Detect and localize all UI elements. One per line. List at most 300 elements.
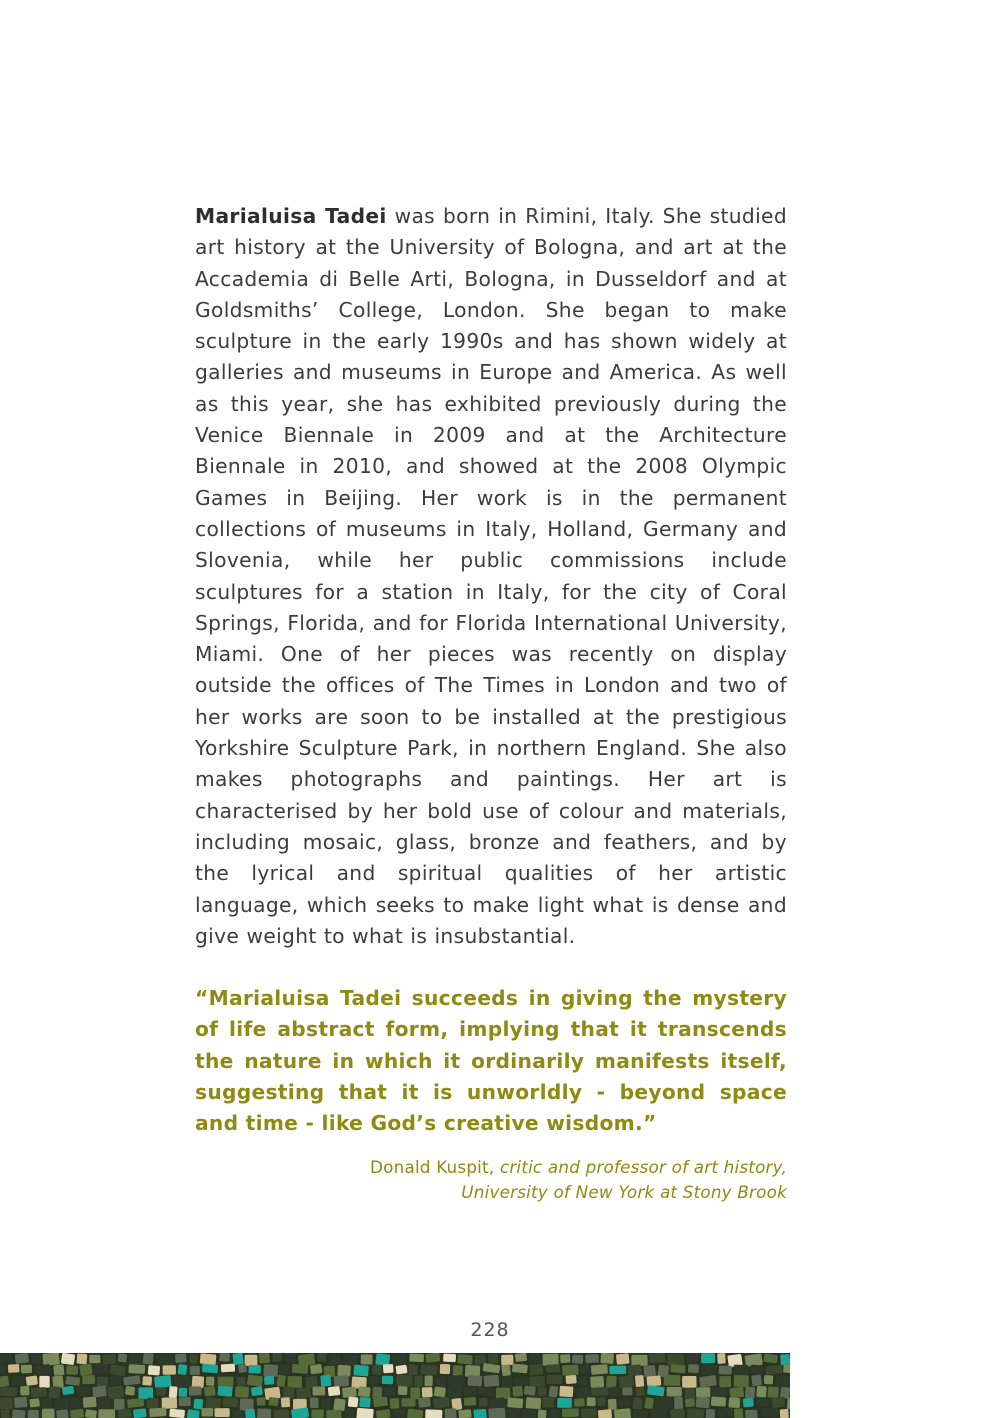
mosaic-tile	[251, 1386, 263, 1396]
mosaic-tile	[728, 1397, 740, 1408]
mosaic-tile	[608, 1399, 617, 1410]
mosaic-tile	[53, 1364, 64, 1376]
mosaic-tile	[633, 1397, 643, 1410]
mosaic-tile	[236, 1376, 245, 1387]
mosaic-tile	[344, 1408, 354, 1418]
mosaic-tile	[71, 1397, 80, 1409]
mosaic-tile	[326, 1410, 341, 1418]
mosaic-tile	[670, 1364, 686, 1374]
mosaic-tile	[717, 1353, 726, 1364]
mosaic-tile	[384, 1387, 395, 1396]
mosaic-tile	[488, 1408, 505, 1418]
mosaic-tile	[542, 1397, 554, 1407]
mosaic-tile	[448, 1386, 462, 1398]
mosaic-tile	[148, 1365, 160, 1375]
mosaic-tile	[133, 1408, 147, 1418]
mosaic-tile	[26, 1375, 38, 1385]
mosaic-tile	[562, 1365, 579, 1376]
mosaic-tile	[424, 1375, 432, 1386]
mosaic-tile	[283, 1353, 296, 1363]
mosaic-tile	[457, 1354, 472, 1365]
mosaic-tile	[256, 1397, 265, 1406]
mosaic-tile	[479, 1398, 488, 1407]
mosaic-tile	[434, 1386, 446, 1397]
mosaic-tile	[89, 1355, 100, 1363]
mosaic-tile	[169, 1409, 185, 1418]
mosaic-tile	[310, 1364, 323, 1375]
mosaic-tile	[66, 1365, 78, 1375]
mosaic-tile	[232, 1410, 243, 1418]
mosaic-tile	[682, 1376, 697, 1388]
mosaic-tile	[529, 1376, 545, 1387]
mosaic-tile	[206, 1377, 214, 1386]
mosaic-tile	[433, 1397, 450, 1409]
mosaic-tile	[328, 1354, 340, 1365]
mosaic-tile	[699, 1375, 717, 1388]
mosaic-tile	[706, 1409, 716, 1418]
biography-text: was born in Rimini, Italy. She studied art history at the University of Bologna, and art at the Accademia di Belle Arti, Bologna, in Dusseldorf and at Goldsmiths’ College, London. She began to make sculpture in the early 1990s and has shown widely at galleries and museums in Europe and America. As well as this year, she has exhibited previously during the Venice Biennale in 2009 and at the Architecture Biennale in 2010, and showed at the 2008 Olympic Games in Beijing. Her work is in the permanent collections of museums in Italy, Holland, Germany and Slovenia, while her public commissions include sculptures for a station in Italy, for the city of Coral Springs, Florida, and for Florida International University, Miami. One of her pieces was recently on display outside the offices of The Times in London and two of her works are soon to be installed at the prestigious Yorkshire Sculpture Park, in northern England. She also makes photographs and paintings. Her art is characterised by her bold use of colour and materials, including mosaic, glass, bronze and feathers, and by the lyrical and spiritual qualities of her artistic language, which seeks to make light what is dense and give weight to what is insubstantial.	[195, 204, 787, 948]
mosaic-tile	[48, 1386, 60, 1399]
mosaic-tile	[496, 1388, 510, 1399]
mosaic-tile	[688, 1364, 699, 1373]
attribution-institution: University of New York at Stony Brook	[461, 1182, 787, 1202]
mosaic-tile	[750, 1364, 763, 1374]
mosaic-tile	[235, 1386, 249, 1397]
mosaic-tile	[734, 1375, 749, 1387]
mosaic-tile	[56, 1409, 69, 1418]
mosaic-tile	[138, 1387, 153, 1399]
mosaic-tile	[268, 1397, 278, 1406]
mosaic-tile	[8, 1364, 20, 1373]
mosaic-tile	[179, 1397, 191, 1406]
mosaic-tile	[107, 1385, 124, 1399]
mosaic-tile	[756, 1398, 770, 1408]
page-number: 228	[470, 1319, 510, 1341]
mosaic-tile	[512, 1364, 528, 1374]
mosaic-tile	[670, 1408, 685, 1418]
mosaic-tile	[655, 1397, 672, 1409]
mosaic-tile	[110, 1364, 126, 1376]
mosaic-tile	[333, 1398, 346, 1411]
mosaic-tile	[756, 1386, 767, 1398]
mosaic-tile	[129, 1354, 141, 1364]
mosaic-tile	[217, 1386, 232, 1397]
mosaic-tile	[422, 1387, 433, 1397]
mosaic-tile	[580, 1364, 590, 1374]
mosaic-tile	[334, 1375, 349, 1387]
mosaic-tile	[410, 1387, 420, 1399]
mosaic-tile	[114, 1399, 125, 1410]
mosaic-tile	[41, 1398, 51, 1408]
mosaic-tile	[179, 1388, 187, 1397]
mosaic-tile	[92, 1385, 107, 1397]
mosaic-tile	[646, 1375, 661, 1386]
mosaic-tile	[600, 1353, 614, 1364]
mosaic-tile	[79, 1363, 93, 1376]
mosaic-tile	[508, 1408, 521, 1418]
mosaic-tile	[729, 1387, 744, 1399]
quote-attribution	[195, 1155, 787, 1205]
mosaic-tile	[29, 1398, 40, 1408]
mosaic-tile	[616, 1353, 630, 1365]
mosaic-tile	[685, 1388, 695, 1400]
mosaic-tile	[711, 1397, 726, 1407]
mosaic-tile	[549, 1386, 559, 1398]
mosaic-tile	[356, 1408, 373, 1418]
mosaic-tile	[590, 1376, 604, 1388]
mosaic-tile	[512, 1386, 523, 1397]
mosaic-tile	[94, 1364, 109, 1374]
mosaic-tile	[311, 1409, 323, 1418]
mosaic-tile	[464, 1397, 477, 1406]
mosaic-tile	[765, 1365, 782, 1375]
mosaic-tile	[515, 1376, 529, 1386]
mosaic-tile	[28, 1410, 39, 1418]
mosaic-tile	[163, 1365, 176, 1375]
mosaic-tile	[546, 1364, 560, 1373]
mosaic-tile	[154, 1375, 172, 1388]
mosaic-tile	[719, 1376, 731, 1387]
mosaic-tile	[628, 1364, 642, 1376]
mosaic-tile	[780, 1354, 790, 1365]
mosaic-footer-image	[0, 1353, 790, 1418]
mosaic-tile	[664, 1375, 681, 1386]
mosaic-tile	[169, 1386, 178, 1398]
mosaic-tile	[560, 1354, 570, 1363]
mosaic-tile	[538, 1387, 546, 1396]
mosaic-tile	[54, 1398, 70, 1410]
mosaic-tile	[618, 1397, 631, 1406]
mosaic-tile	[610, 1386, 620, 1397]
mosaic-tile	[312, 1386, 325, 1395]
mosaic-tile	[733, 1365, 748, 1377]
mosaic-tile	[685, 1398, 695, 1407]
mosaic-tile	[719, 1366, 732, 1375]
mosaic-tile	[232, 1353, 243, 1365]
mosaic-tile	[318, 1353, 327, 1362]
mosaic-tile	[175, 1353, 187, 1363]
mosaic-tile	[174, 1375, 191, 1387]
mosaic-tile	[149, 1407, 166, 1417]
mosaic-tile	[259, 1353, 270, 1363]
mosaic-tile	[619, 1375, 634, 1388]
mosaic-tile	[701, 1364, 716, 1376]
mosaic-tile	[223, 1397, 238, 1407]
mosaic-tile	[734, 1408, 743, 1418]
mosaic-tile	[529, 1353, 540, 1363]
mosaic-tile	[273, 1353, 282, 1362]
mosaic-tile	[219, 1353, 230, 1362]
mosaic-tile	[200, 1353, 217, 1365]
mosaic-tile	[369, 1376, 380, 1386]
mosaic-tile	[398, 1386, 408, 1395]
mosaic-tile	[0, 1365, 7, 1375]
mosaic-tile	[644, 1397, 654, 1409]
mosaic-tile	[390, 1398, 400, 1409]
mosaic-tile	[292, 1364, 309, 1374]
mosaic-tile	[337, 1365, 351, 1377]
mosaic-tile	[83, 1396, 97, 1407]
attribution-role: critic and professor of art history,	[499, 1157, 787, 1177]
mosaic-tile	[247, 1375, 263, 1387]
mosaic-tile	[436, 1376, 446, 1387]
mosaic-tile	[467, 1375, 482, 1386]
mosaic-tile	[542, 1354, 558, 1366]
mosaic-tile	[249, 1365, 261, 1374]
mosaic-tile	[127, 1398, 144, 1408]
mosaic-tile	[501, 1364, 511, 1376]
mosaic-tile	[559, 1386, 573, 1397]
mosaic-tile	[522, 1410, 536, 1418]
mosaic-tile	[484, 1375, 500, 1387]
mosaic-tile	[361, 1354, 373, 1364]
mosaic-tile	[458, 1409, 471, 1418]
mosaic-tile	[767, 1386, 779, 1398]
mosaic-tile	[276, 1375, 286, 1387]
mosaic-tile	[448, 1375, 465, 1387]
mosaic-tile	[686, 1353, 699, 1363]
mosaic-tile	[146, 1397, 159, 1409]
mosaic-tile	[189, 1354, 198, 1364]
mosaic-tile	[98, 1397, 110, 1409]
mosaic-tile	[581, 1409, 596, 1418]
mosaic-tile	[578, 1376, 587, 1385]
mosaic-tile	[772, 1397, 786, 1408]
mosaic-tile	[574, 1398, 585, 1407]
mosaic-tile	[420, 1364, 438, 1375]
mosaic-tile	[502, 1376, 512, 1388]
mosaic-tile	[701, 1353, 715, 1363]
mosaic-tile	[606, 1376, 617, 1388]
mosaic-tile	[587, 1397, 596, 1406]
mosaic-tile	[310, 1397, 319, 1408]
mosaic-tile	[651, 1408, 668, 1418]
mosaic-tile	[565, 1375, 576, 1384]
mosaic-tile	[783, 1364, 790, 1373]
mosaic-tile	[155, 1387, 166, 1396]
mosaic-tile	[526, 1397, 542, 1409]
mosaic-tile	[373, 1397, 388, 1408]
mosaic-tile	[0, 1375, 9, 1387]
mosaic-tile	[425, 1409, 442, 1418]
mosaic-tile	[201, 1408, 213, 1416]
artist-biography	[195, 201, 787, 952]
mosaic-tile	[396, 1375, 413, 1387]
mosaic-tile	[202, 1364, 218, 1373]
mosaic-tile	[383, 1364, 394, 1373]
mosaic-tile	[572, 1354, 583, 1363]
mosaic-tile	[98, 1409, 115, 1418]
mosaic-tile	[238, 1364, 247, 1373]
mosaic-tile	[189, 1366, 200, 1375]
mosaic-tile	[538, 1409, 547, 1418]
mosaic-tile	[21, 1365, 32, 1374]
mosaic-tile	[591, 1364, 608, 1375]
mosaic-tile	[353, 1365, 369, 1377]
mosaic-tile	[392, 1408, 406, 1418]
mosaic-tile	[751, 1374, 762, 1386]
mosaic-tile	[643, 1365, 656, 1377]
mosaic-tile	[375, 1353, 390, 1366]
mosaic-tile	[76, 1353, 87, 1364]
mosaic-tile	[372, 1365, 381, 1375]
mosaic-tile	[622, 1387, 632, 1395]
mosaic-tile	[11, 1376, 24, 1386]
mosaic-tile	[15, 1353, 29, 1364]
mosaic-tile	[409, 1353, 424, 1362]
mosaic-tile	[20, 1386, 29, 1395]
mosaic-tile	[780, 1409, 789, 1418]
mosaic-tile	[34, 1364, 51, 1376]
mosaic-tile	[263, 1364, 278, 1377]
mosaic-tile	[743, 1398, 754, 1408]
mosaic-tile	[445, 1408, 457, 1418]
mosaic-tile	[348, 1397, 359, 1408]
mosaic-tile	[97, 1377, 108, 1387]
mosaic-tile	[342, 1387, 357, 1398]
mosaic-tile	[609, 1366, 626, 1375]
mosaic-tile	[631, 1355, 647, 1366]
mosaic-tile	[463, 1387, 476, 1397]
mosaic-tile	[776, 1376, 790, 1387]
mosaic-tile	[557, 1398, 572, 1408]
mosaic-tile	[763, 1353, 777, 1363]
mosaic-tile	[382, 1376, 393, 1385]
mosaic-tile	[649, 1353, 665, 1363]
mosaic-tile	[489, 1397, 505, 1409]
mosaic-tile	[1, 1409, 10, 1418]
mosaic-tile	[128, 1364, 145, 1374]
mosaic-tile	[264, 1376, 274, 1385]
mosaic-tile	[745, 1410, 757, 1418]
mosaic-tile	[192, 1376, 205, 1388]
mosaic-tile	[77, 1386, 90, 1396]
mosaic-tile	[221, 1364, 235, 1373]
mosaic-tile	[85, 1409, 97, 1418]
mosaic-tile	[189, 1386, 202, 1395]
mosaic-tile	[597, 1397, 606, 1406]
mosaic-tile	[110, 1376, 121, 1385]
attribution-author: Donald Kuspit,	[370, 1157, 500, 1177]
mosaic-tile	[0, 1397, 13, 1409]
mosaic-tile	[298, 1353, 316, 1366]
mosaic-tile	[82, 1375, 95, 1384]
mosaic-tile	[501, 1355, 513, 1366]
mosaic-tile	[392, 1354, 406, 1364]
mosaic-tile	[549, 1409, 559, 1418]
mosaic-tile	[614, 1408, 631, 1418]
mosaic-tile	[473, 1409, 486, 1418]
mosaic-tile	[118, 1353, 128, 1362]
mosaic-tile	[42, 1409, 55, 1418]
mosaic-tile	[328, 1386, 341, 1396]
mosaic-tile	[215, 1408, 230, 1417]
mosaic-tile	[474, 1354, 486, 1365]
mosaic-tile	[142, 1376, 152, 1386]
mosaic-tile	[177, 1364, 187, 1375]
mosaic-tile	[562, 1408, 579, 1417]
mosaic-tile	[529, 1364, 543, 1376]
mosaic-tile	[193, 1398, 203, 1409]
mosaic-tile	[14, 1397, 27, 1408]
mosaic-tile	[585, 1354, 599, 1363]
mosaic-tile	[245, 1409, 256, 1418]
mosaic-tile	[443, 1354, 456, 1363]
mosaic-tile	[70, 1409, 84, 1418]
mosaic-tile	[204, 1386, 216, 1397]
mosaic-tile	[761, 1408, 778, 1418]
artist-name: Marialuisa Tadei	[195, 204, 387, 228]
mosaic-tile	[257, 1408, 271, 1418]
mosaic-tile	[667, 1354, 684, 1365]
mosaic-tile	[125, 1386, 135, 1396]
mosaic-tile	[156, 1353, 174, 1366]
critic-quote: “Marialuisa Tadei succeeds in giving the mystery of life abstract form, implying that it transcends the nature in which it ordinarily manifests itself, suggesting that it is unworldly - beyond space and time - like God’s creative wisdom.”	[195, 986, 787, 1136]
mosaic-tile	[372, 1387, 382, 1399]
mosaic-tile	[636, 1387, 646, 1396]
mosaic-tile	[296, 1387, 311, 1399]
mosaic-tile	[65, 1376, 80, 1386]
mosaic-tile	[440, 1364, 451, 1374]
mosaic-tile	[414, 1375, 423, 1387]
mosaic-tile	[321, 1397, 332, 1409]
mosaic-tile	[598, 1409, 612, 1418]
mosaic-tile	[42, 1353, 59, 1366]
mosaic-tile	[515, 1353, 527, 1362]
mosaic-tile	[273, 1409, 289, 1418]
mosaic-tile	[358, 1386, 371, 1397]
mosaic-tile	[61, 1353, 75, 1365]
mosaic-tile	[279, 1365, 289, 1375]
mosaic-tile	[547, 1375, 563, 1384]
mosaic-tile	[696, 1397, 710, 1409]
mosaic-tile	[245, 1355, 258, 1366]
mosaic-tile	[281, 1397, 290, 1407]
mosaic-tile	[31, 1353, 42, 1364]
mosaic-tile	[635, 1375, 644, 1387]
mosaic-tile	[524, 1386, 536, 1396]
mosaic-tile	[283, 1387, 294, 1399]
mosaic-tile	[102, 1354, 116, 1365]
mosaic-tile	[118, 1408, 131, 1418]
mosaic-tile	[0, 1387, 17, 1397]
mosaic-tile	[764, 1375, 773, 1384]
mosaic-tile	[343, 1354, 358, 1366]
mosaic-tile	[359, 1397, 371, 1408]
mosaic-tile	[745, 1386, 755, 1398]
mosaic-tile	[487, 1353, 498, 1364]
mosaic-tile	[396, 1365, 408, 1375]
mosaic-tile	[12, 1410, 26, 1418]
mosaic-tile	[418, 1397, 431, 1408]
mosaic-tile	[633, 1410, 648, 1418]
mosaic-tile	[507, 1397, 523, 1408]
mosaic-tile	[0, 1353, 12, 1363]
mosaic-tile	[674, 1397, 683, 1409]
mosaic-tile	[31, 1387, 47, 1397]
mosaic-tile	[401, 1398, 415, 1406]
mosaic-tile	[187, 1409, 200, 1418]
mosaic-tile	[591, 1387, 608, 1396]
mosaic-tile	[162, 1397, 178, 1408]
mosaic-tile	[696, 1387, 711, 1398]
mosaic-tile	[576, 1387, 590, 1397]
mosaic-tile	[320, 1375, 331, 1387]
mosaic-tile	[409, 1365, 418, 1376]
mosaic-tile	[39, 1376, 49, 1388]
mosaic-tile	[287, 1376, 302, 1388]
mosaic-tile	[143, 1353, 154, 1365]
